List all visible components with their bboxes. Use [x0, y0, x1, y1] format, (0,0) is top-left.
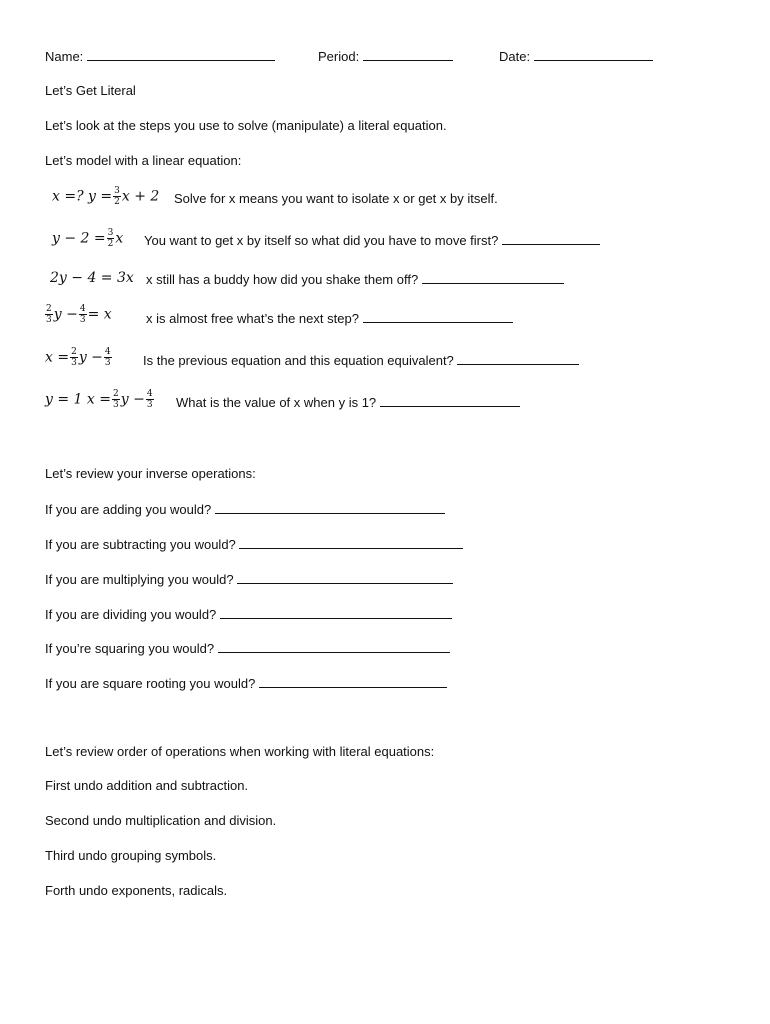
step-3-blank[interactable] — [422, 271, 564, 284]
inverse-square-rooting-blank[interactable] — [259, 675, 447, 688]
step-3-text: x still has a buddy how did you shake them off? — [146, 272, 419, 287]
equation-6: y = 1 x = $\frac{2}{3}$ y − $\frac{4}{3}$ — [45, 389, 153, 410]
step-4-text: x is almost free what’s the next step? — [146, 311, 359, 326]
equation-4: $\frac{2}{3}$ y − $\frac{4}{3}$ = x — [46, 304, 112, 325]
inverse-squaring-text: If you’re squaring you would? — [45, 641, 215, 656]
step-6-blank[interactable] — [380, 394, 520, 407]
step-3[interactable] — [146, 271, 564, 287]
inverse-multiplying-blank[interactable] — [237, 571, 453, 584]
inverse-dividing[interactable] — [45, 606, 452, 622]
step-1-text: Solve for x means you want to isolate x or get x by itself. — [174, 191, 498, 206]
name-label: Name: — [45, 49, 84, 64]
equation-3: 2y − 4 = 3x — [50, 270, 134, 286]
step-2[interactable] — [144, 232, 600, 248]
intro-text: Let’s look at the steps you use to solve (manipulate) a literal equation. — [45, 118, 447, 133]
inverse-subtracting[interactable] — [45, 536, 463, 552]
step-2-text: You want to get x by itself so what did you have to move first? — [144, 233, 499, 248]
inverse-dividing-blank[interactable] — [220, 606, 452, 619]
order-step-4: Forth undo exponents, radicals. — [45, 883, 228, 898]
equation-2: y − 2 = $\frac{3}{2}$ x — [52, 228, 124, 249]
page-title: Let’s Get Literal — [45, 83, 136, 98]
date-field[interactable] — [499, 48, 653, 64]
order-step-3: Third undo grouping symbols. — [45, 848, 217, 863]
step-4[interactable] — [146, 310, 513, 326]
step-4-blank[interactable] — [363, 310, 513, 323]
period-blank[interactable] — [363, 48, 453, 61]
inverse-square-rooting[interactable] — [45, 675, 447, 691]
step-6-text: What is the value of x when y is 1? — [176, 395, 377, 410]
inverse-multiplying[interactable] — [45, 571, 453, 587]
order-step-1: First undo addition and subtraction. — [45, 778, 249, 793]
step-2-blank[interactable] — [502, 232, 600, 245]
inverse-adding[interactable] — [45, 501, 445, 517]
inverse-intro: Let’s review your inverse operations: — [45, 466, 256, 481]
inverse-multiplying-text: If you are multiplying you would? — [45, 572, 234, 587]
name-blank[interactable] — [87, 48, 275, 61]
equation-5: x = $\frac{2}{3}$ y − $\frac{4}{3}$ — [45, 347, 111, 368]
inverse-adding-blank[interactable] — [215, 501, 445, 514]
inverse-squaring-blank[interactable] — [218, 640, 450, 653]
inverse-subtracting-text: If you are subtracting you would? — [45, 537, 236, 552]
order-step-2: Second undo multiplication and division. — [45, 813, 277, 828]
step-5-text: Is the previous equation and this equation equivalent? — [143, 353, 454, 368]
inverse-adding-text: If you are adding you would? — [45, 502, 212, 517]
name-field[interactable] — [45, 48, 275, 64]
date-blank[interactable] — [534, 48, 653, 61]
equation-1: x =? y = $\frac{3}{2}$ x + 2 — [52, 186, 160, 207]
step-5-blank[interactable] — [457, 352, 579, 365]
order-intro: Let’s review order of operations when working with literal equations: — [45, 744, 435, 759]
period-label: Period: — [318, 49, 360, 64]
period-field[interactable] — [318, 48, 453, 64]
step-5[interactable] — [143, 352, 579, 368]
inverse-square-rooting-text: If you are square rooting you would? — [45, 676, 256, 691]
model-intro: Let’s model with a linear equation: — [45, 153, 242, 168]
inverse-squaring[interactable] — [45, 640, 450, 656]
inverse-subtracting-blank[interactable] — [239, 536, 463, 549]
step-6[interactable] — [176, 394, 520, 410]
date-label: Date: — [499, 49, 531, 64]
inverse-dividing-text: If you are dividing you would? — [45, 607, 217, 622]
